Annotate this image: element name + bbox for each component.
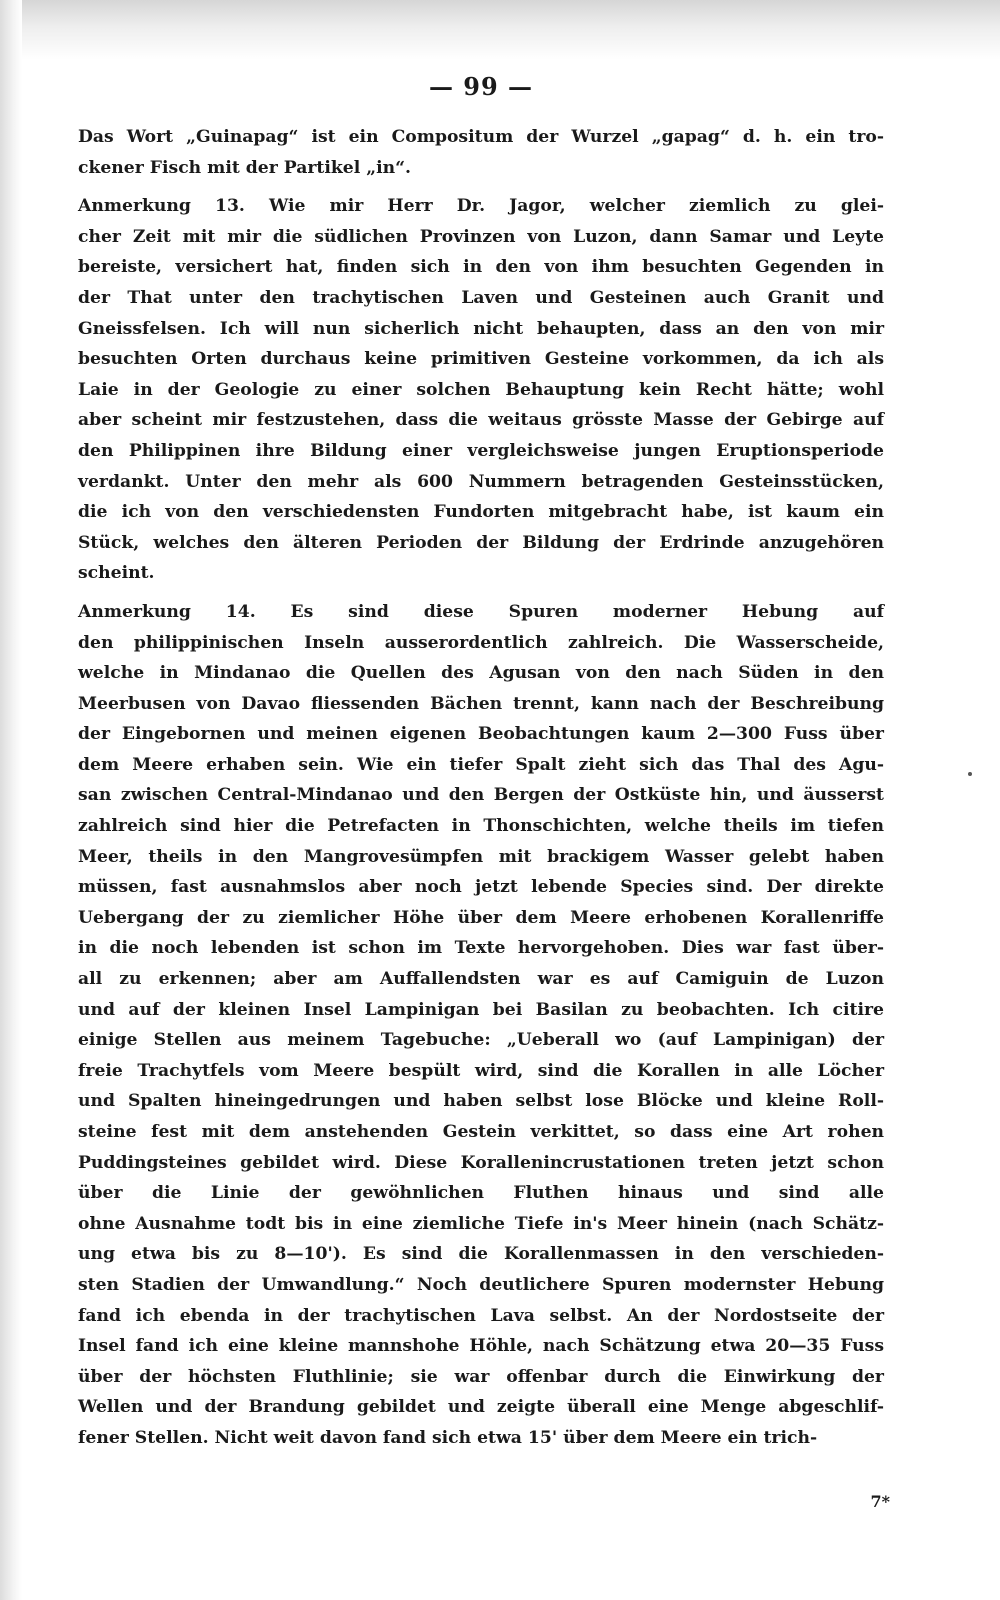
text-line: ckener Fisch mit der Partikel „in“. — [78, 157, 412, 178]
text-line: und Spalten hineingedrungen und haben selbst lose Blöcke und kleine Roll- — [78, 1091, 884, 1112]
text-line: ung etwa bis zu 8—10'). Es sind die Korallenmassen in den verschieden- — [78, 1244, 884, 1265]
text-line: den philippinischen Inseln ausserordentlich zahlreich. Die Wasserscheide, — [78, 632, 884, 653]
text-line: Meer, theils in den Mangrovesümpfen mit brackigem Wasser gelebt haben — [78, 846, 884, 867]
text-line: aber scheint mir festzustehen, dass die weitaus grösste Masse der Gebirge auf — [78, 410, 884, 431]
text-line: über der höchsten Fluthlinie; sie war offenbar durch die Einwirkung der — [78, 1366, 884, 1387]
text-line: Stück, welches den älteren Perioden der Bildung der Erdrinde anzugehören — [78, 532, 884, 553]
scan-speck — [968, 772, 972, 776]
text-line: den Philippinen ihre Bildung einer vergleichsweise jungen Eruptionsperiode — [78, 440, 884, 461]
text-line: welche in Mindanao die Quellen des Agusan von den nach Süden in den — [78, 663, 884, 684]
text-line: fener Stellen. Nicht weit davon fand sich etwa 15' über dem Meere ein trich- — [78, 1427, 818, 1448]
text-line: in die noch lebenden ist schon im Texte hervorgehoben. Dies war fast über- — [78, 938, 884, 959]
text-line: Anmerkung 14. Es sind diese Spuren moderner Hebung auf — [78, 601, 884, 622]
book-page — [78, 70, 884, 1454]
text-line: müssen, fast ausnahmslos aber noch jetzt lebende Species sind. Der direkte — [78, 877, 884, 898]
text-line: über die Linie der gewöhnlichen Fluthen hinaus und sind alle — [78, 1183, 884, 1204]
text-line: Puddingsteines gebildet wird. Diese Korallenincrustationen treten jetzt schon — [78, 1152, 884, 1173]
paragraph-anmerkung-13 — [78, 191, 884, 589]
text-line: verdankt. Unter den mehr als 600 Nummern betragenden Gesteinsstücken, — [78, 471, 884, 492]
text-line: bereiste, versichert hat, finden sich in den von ihm besuchten Gegenden in — [78, 257, 884, 278]
text-line: die ich von den verschiedensten Fundorten mitgebracht habe, ist kaum ein — [78, 502, 884, 523]
page-number: — 99 — — [428, 72, 534, 101]
text-line: Meerbusen von Davao fliessenden Bächen trennt, kann nach der Beschreibung — [78, 693, 884, 714]
text-line: steine fest mit dem anstehenden Gestein verkittet, so dass eine Art rohen — [78, 1122, 884, 1142]
text-line: Wellen und der Brandung gebildet und zeigte überall eine Menge abgeschlif- — [78, 1397, 884, 1418]
text-line: und auf der kleinen Insel Lampinigan bei Basilan zu beobachten. Ich citire — [78, 999, 884, 1020]
text-line: der Eingebornen und meinen eigenen Beobachtungen kaum 2—300 Fuss über — [78, 724, 884, 745]
text-line: Das Wort „Guinapag“ ist ein Compositum der Wurzel „gapag“ d. h. ein tro- — [78, 127, 884, 147]
scan-shadow-left — [0, 0, 22, 1600]
scan-shadow-top — [0, 0, 1000, 60]
text-line: Laie in der Geologie zu einer solchen Behauptung kein Recht hätte; wohl — [78, 379, 884, 400]
paragraph-guinapag — [78, 122, 884, 183]
text-line: freie Trachytfels vom Meere bespült wird, sind die Korallen in alle Löcher — [78, 1060, 884, 1081]
text-line: san zwischen Central-Mindanao und den Bergen der Ostküste hin, und äusserst — [78, 785, 884, 806]
text-line: besuchten Orten durchaus keine primitiven Gesteine vorkommen, da ich als — [78, 349, 884, 370]
text-line: Anmerkung 13. Wie mir Herr Dr. Jagor, welcher ziemlich zu glei- — [78, 196, 884, 217]
text-line: Gneissfelsen. Ich will nun sicherlich nicht behaupten, dass an den von mir — [78, 318, 884, 339]
text-line: scheint. — [78, 563, 155, 584]
text-line: sten Stadien der Umwandlung.“ Noch deutlichere Spuren modernster Hebung — [78, 1274, 884, 1295]
text-line: fand ich ebenda in der trachytischen Lava selbst. An der Nordostseite der — [78, 1305, 884, 1326]
text-line: all zu erkennen; aber am Auffallendsten war es auf Camiguin de Luzon — [78, 969, 884, 990]
text-line: cher Zeit mit mir die südlichen Provinzen von Luzon, dann Samar und Leyte — [78, 226, 884, 247]
text-line: dem Meere erhaben sein. Wie ein tiefer Spalt zieht sich das Thal des Agu- — [78, 754, 884, 775]
signature-mark: 7* — [870, 1492, 890, 1511]
paragraph-anmerkung-14 — [78, 597, 884, 1454]
text-line: zahlreich sind hier die Petrefacten in Thonschichten, welche theils im tiefen — [78, 816, 884, 837]
text-line: ohne Ausnahme todt bis in eine ziemliche Tiefe in's Meer hinein (nach Schätz- — [78, 1213, 884, 1234]
text-line: Insel fand ich eine kleine mannshohe Höhle, nach Schätzung etwa 20—35 Fuss — [78, 1336, 884, 1357]
text-line: Uebergang der zu ziemlicher Höhe über dem Meere erhobenen Korallenriffe — [78, 907, 884, 928]
text-line: einige Stellen aus meinem Tagebuche: „Ueberall wo (auf Lampinigan) der — [78, 1030, 884, 1051]
text-line: der That unter den trachytischen Laven und Gesteinen auch Granit und — [78, 287, 884, 308]
